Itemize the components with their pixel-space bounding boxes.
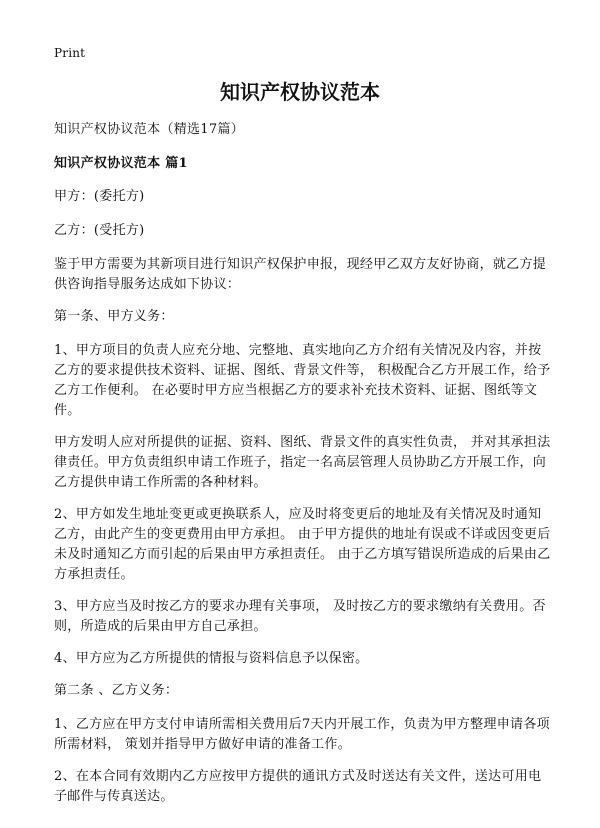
document-subtitle: 知识产权协议范本（精选17篇） bbox=[54, 122, 245, 137]
article-2-heading: 第二条 、乙方义务： bbox=[54, 683, 179, 698]
article-1-clause-3: 3、甲方应当及时按乙方的要求办理有关事项， 及时按乙方的要求缴纳有关费用。否则，所造成的后果由甲方自己承担。 bbox=[54, 599, 546, 634]
print-label[interactable]: Print bbox=[54, 46, 86, 60]
article-2-clause-1: 1、乙方应在甲方支付申请所需相关费用后7天内开展工作，负责为甲方整理申请各项所需材料， 策划并指导甲方做好申请的准备工作。 bbox=[54, 717, 550, 752]
preamble-paragraph: 鉴于甲方需要为其新项目进行知识产权保护申报，现经甲乙双方友好协商，就乙方提供咨询指导服务达成如下协议： bbox=[54, 257, 547, 292]
document-title: 知识产权协议范本 bbox=[220, 80, 380, 104]
party-b-line: 乙方：(受托方) bbox=[54, 223, 145, 238]
section-heading: 知识产权协议范本 篇1 bbox=[54, 156, 188, 171]
article-1-clause-2: 2、甲方如发生地址变更或更换联系人，应及时将变更后的地址及有关情况及时通知乙方，由此产生的变更费用由甲方承担。 由于甲方提供的地址有误或不详或因变更后未及时通知乙方而引起的后果由甲方承担责任。 由于乙方填写错误所造成的后果由乙方承担责任。 bbox=[54, 507, 551, 582]
article-1-heading: 第一条、甲方义务： bbox=[54, 309, 174, 324]
party-a-line: 甲方：(委托方) bbox=[54, 189, 145, 204]
article-1-clause-4: 4、甲方应为乙方所提供的情报与资料信息予以保密。 bbox=[54, 651, 369, 666]
article-2-clause-2: 2、在本合同有效期内乙方应按甲方提供的通讯方式及时送达有关文件，送达可用电子邮件与传真送达。 bbox=[54, 769, 542, 804]
article-1-inventor-paragraph: 甲方发明人应对所提供的证据、资料、图纸、背景文件的真实性负责， 并对其承担法律责任。甲方负责组织申请工作班子，指定一名高层管理人员协助乙方开展工作，向乙方提供申请工作所需的各种材料。 bbox=[54, 435, 551, 490]
document-body bbox=[54, 120, 554, 819]
article-1-clause-1: 1、甲方项目的负责人应充分地、完整地、真实地向乙方介绍有关情况及内容，并按乙方的要求提供技术资料、证据、图纸、背景文件等， 积极配合乙方开展工作，给予乙方工作便利。 在必要时甲方应当根据乙方的要求补充技术资料、证据、图纸等文件。 bbox=[54, 343, 551, 418]
